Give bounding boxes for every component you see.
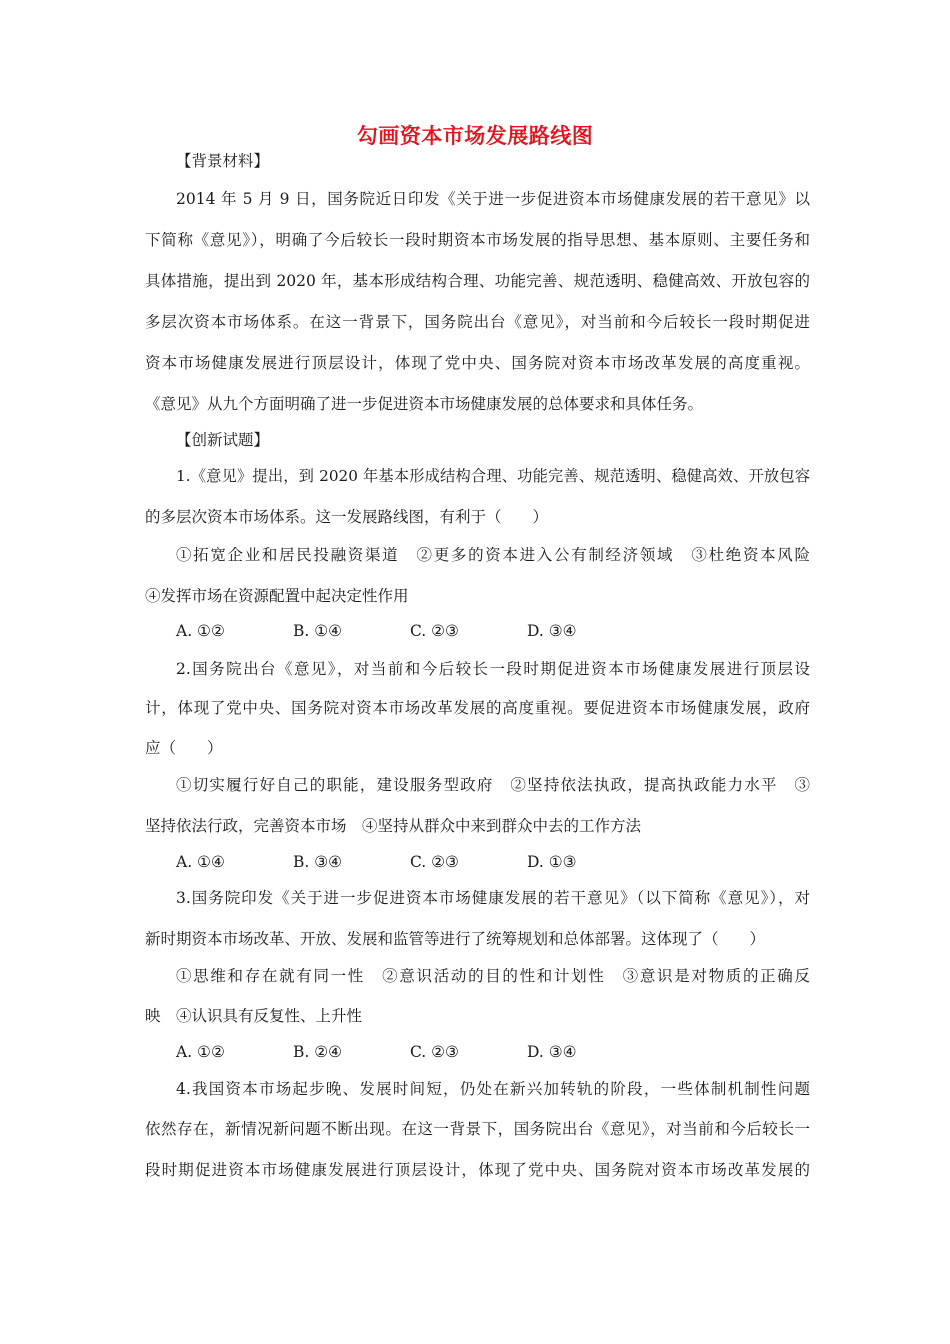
- option-c: C. ②③: [410, 1043, 459, 1061]
- question-3-line: 新时期资本市场改革、开放、发展和监管等进行了统筹规划和总体部署。这体现了（ ）: [145, 930, 766, 948]
- option-b: B. ②④: [293, 1043, 343, 1061]
- question-2-line: 2.国务院出台《意见》，对当前和今后较长一段时期促进资本市场健康发展进行顶层设: [176, 660, 810, 678]
- option-b: B. ①④: [293, 622, 343, 640]
- background-heading: 【背景材料】: [176, 152, 270, 170]
- option-d: D. ①③: [527, 853, 577, 871]
- page-title: 勾画资本市场发展路线图: [356, 124, 594, 148]
- option-b: B. ③④: [293, 853, 343, 871]
- option-d: D. ③④: [527, 622, 577, 640]
- question-1-line: ①拓宽企业和居民投融资渠道 ②更多的资本进入公有制经济领域 ③杜绝资本风险: [176, 546, 810, 564]
- background-line: 多层次资本市场体系。在这一背景下，国务院出台《意见》，对当前和今后较长一段时期促进: [145, 313, 810, 331]
- question-2-options: [176, 852, 644, 872]
- option-c: C. ②③: [410, 853, 459, 871]
- question-1-line: 1.《意见》提出，到 2020 年基本形成结构合理、功能完善、规范透明、稳健高效、开放包容: [176, 467, 810, 485]
- question-2-line: 坚持依法行政，完善资本市场 ④坚持从群众中来到群众中去的工作方法: [145, 817, 642, 835]
- question-3-line: 映 ④认识具有反复性、上升性: [145, 1007, 363, 1025]
- question-3-line: ①思维和存在就有同一性 ②意识活动的目的性和计划性 ③意识是对物质的正确反: [176, 967, 810, 985]
- option-c: C. ②③: [410, 622, 459, 640]
- option-a: A. ①②: [176, 622, 225, 640]
- background-line: 资本市场健康发展进行顶层设计，体现了党中央、国务院对资本市场改革发展的高度重视。: [145, 354, 810, 372]
- question-2-line: ①切实履行好自己的职能，建设服务型政府 ②坚持依法执政，提高执政能力水平 ③: [176, 776, 810, 794]
- questions-heading: 【创新试题】: [176, 431, 270, 449]
- question-1-line: ④发挥市场在资源配置中起决定性作用: [145, 587, 409, 605]
- question-4-line: 段时期促进资本市场健康发展进行顶层设计，体现了党中央、国务院对资本市场改革发展的: [145, 1161, 810, 1179]
- question-1-options: [176, 621, 644, 641]
- question-4-line: 依然存在，新情况新问题不断出现。在这一背景下，国务院出台《意见》，对当前和今后较长一: [145, 1120, 810, 1138]
- option-a: A. ①②: [176, 1043, 225, 1061]
- question-2-line: 计，体现了党中央、国务院对资本市场改革发展的高度重视。要促进资本市场健康发展，政府: [145, 699, 810, 717]
- question-4-line: 4.我国资本市场起步晚、发展时间短，仍处在新兴加转轨的阶段，一些体制机制性问题: [176, 1080, 810, 1098]
- question-3-options: [176, 1042, 644, 1062]
- background-line: 2014 年 5 月 9 日，国务院近日印发《关于进一步促进资本市场健康发展的若干意见》以: [176, 190, 810, 208]
- background-line: 《意见》从九个方面明确了进一步促进资本市场健康发展的总体要求和具体任务。: [145, 395, 704, 413]
- option-a: A. ①④: [176, 853, 225, 871]
- question-3-line: 3.国务院印发《关于进一步促进资本市场健康发展的若干意见》（以下简称《意见》），对: [176, 889, 810, 907]
- background-line: 具体措施，提出到 2020 年，基本形成结构合理、功能完善、规范透明、稳健高效、开放包容的: [145, 272, 810, 290]
- question-2-line: 应（ ）: [145, 739, 223, 757]
- background-line: 下简称《意见》），明确了今后较长一段时期资本市场发展的指导思想、基本原则、主要任务和: [145, 231, 810, 249]
- question-1-line: 的多层次资本市场体系。这一发展路线图，有利于（ ）: [145, 508, 549, 526]
- option-d: D. ③④: [527, 1043, 577, 1061]
